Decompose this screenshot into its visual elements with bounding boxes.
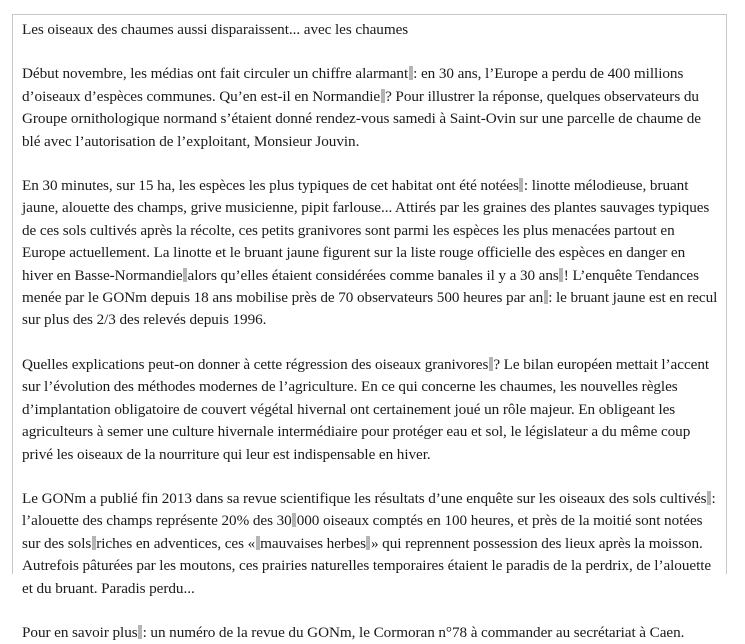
non-breaking-space-marker bbox=[366, 536, 370, 550]
paragraph-3: Quelles explications peut-on donner à cette régression des oiseaux granivores ? Le bilan européen mettait l’accent sur l’évolution des méthodes modernes de l’agriculture. En ce qui concerne les chaumes, les nouvelles règles d’implantation obligatoire de couvert végétal hivernal ont certainement joué un rôle majeur. En obligeant les agriculteurs à semer une culture hivernale intermédiaire pour protéger eau et sol, le législateur a du même coup privé les oiseaux de la nourriture qui leur est indispensable en hiver. bbox=[22, 355, 710, 463]
non-breaking-space-marker bbox=[138, 625, 142, 639]
paragraph-1: Début novembre, les médias ont fait circuler un chiffre alarmant : en 30 ans, l’Europe a perdu de 400 millions d’oiseaux d’espèces communes. Qu’en est-il en Normandie ? Pour illustrer la réponse, quelques observateurs du Groupe ornithologique normand s’étaient donné rendez-vous samedi à Saint-Ovin sur une parcelle de chaume de blé avec l’autorisation de l’exploitant, Monsieur Jouvin. bbox=[22, 65, 701, 150]
non-breaking-space-marker bbox=[381, 89, 385, 103]
non-breaking-space-marker bbox=[409, 66, 413, 80]
non-breaking-space-marker bbox=[256, 536, 260, 550]
non-breaking-space-marker bbox=[92, 536, 96, 550]
non-breaking-space-marker bbox=[489, 357, 493, 371]
non-breaking-space-marker bbox=[544, 290, 548, 304]
paragraph-2: En 30 minutes, sur 15 ha, les espèces les plus typiques de cet habitat ont été notées : linotte mélodieuse, bruant jaune, alouette des champs, grive musicienne, pipit farlouse... Attirés par les graines des plantes sauvages typiques de ces sols cultivés après la récolte, ces petits granivores sont parmi les espèces les plus menacées partout en Europe actuellement. La linotte et le bruant jaune figurent sur la liste rouge officielle des espèces en danger en hiver en Basse-Normandie alors qu’elles étaient considérées comme banales il y a 30 ans ! L’enquête Tendances menée par le GONm depuis 18 ans mobilise près de 70 observateurs 500 heures par an : le bruant jaune est en recul sur plus des 2/3 des relevés depuis 1996. bbox=[22, 177, 718, 329]
non-breaking-space-marker bbox=[707, 491, 711, 505]
non-breaking-space-marker bbox=[183, 268, 187, 282]
non-breaking-space-marker bbox=[559, 268, 563, 282]
document-text-frame bbox=[12, 14, 727, 641]
paragraph-5: Pour en savoir plus : un numéro de la revue du GONm, le Cormoran n°78 à commander au secrétariat à Caen. bbox=[22, 623, 685, 641]
document-body[interactable] bbox=[13, 15, 726, 644]
paragraph-4: Le GONm a publié fin 2013 dans sa revue scientifique les résultats d’une enquête sur les oiseaux des sols cultivés : l’alouette des champs représente 20% des 30 000 oiseaux comptés en 100 heures, et près de la moitié sont notées sur des sols riches en adventices, ces « mauvaises herbes » qui reprennent possession des lieux après la moisson. Autrefois pâturées par les moutons, ces prairies naturelles temporaires étaient le paradis de la perdrix, de l’alouette et du bruant. Paradis perdu... bbox=[22, 489, 716, 597]
non-breaking-space-marker bbox=[519, 178, 523, 192]
non-breaking-space-marker bbox=[292, 513, 296, 527]
document-title: Les oiseaux des chaumes aussi disparaissent... avec les chaumes bbox=[22, 21, 409, 38]
